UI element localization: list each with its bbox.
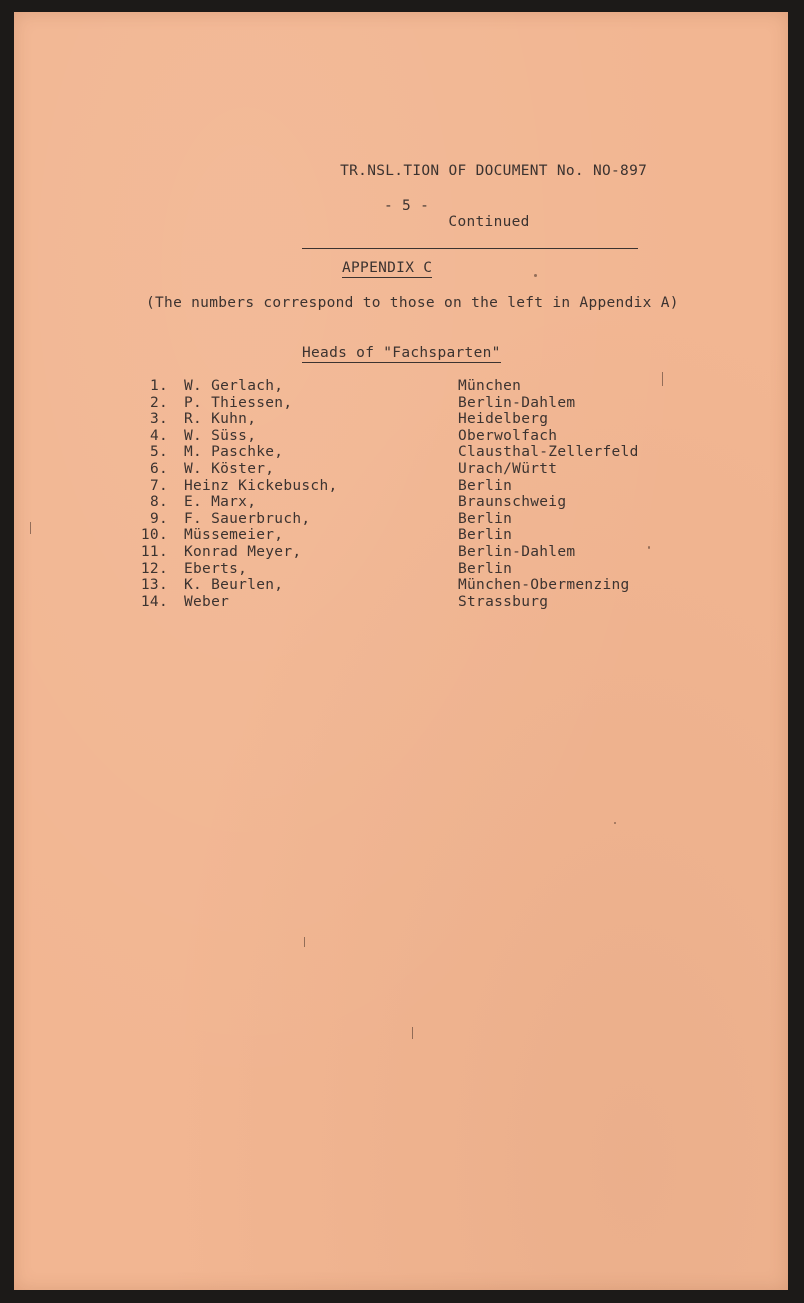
paper-fiber	[412, 1027, 413, 1039]
list-heading: Heads of "Fachsparten"	[302, 345, 501, 361]
list-item	[132, 444, 692, 461]
paper-speck	[534, 274, 537, 277]
appendix-note: (The numbers correspond to those on the left in Appendix A)	[146, 295, 679, 311]
list-item	[132, 511, 692, 528]
document-page	[14, 12, 788, 1290]
entry-number: 9.	[149, 510, 168, 527]
entry-name: W. Gerlach,	[184, 378, 284, 394]
entry-name: P. Thiessen,	[184, 394, 293, 411]
list-item	[132, 527, 692, 544]
entry-name: W. Köster,	[184, 460, 275, 477]
entry-place: Strassburg	[458, 593, 549, 610]
entry-number: 5.	[149, 444, 168, 461]
entry-name: R. Kuhn,	[184, 411, 257, 428]
entry-number: 6.	[149, 460, 168, 477]
page-number: - 5 -	[384, 198, 430, 214]
entry-name: F. Sauerbruch,	[184, 510, 311, 527]
paper-speck	[614, 822, 616, 824]
entry-name: Weber	[184, 593, 230, 610]
entry-place: München-Obermenzing	[458, 577, 630, 594]
entry-name: K. Beurlen,	[184, 577, 284, 594]
list-item	[132, 577, 692, 594]
list-item	[132, 544, 692, 561]
document-title: TR.NSL.TION OF DOCUMENT No. NO-897	[340, 163, 648, 179]
entry-name: M. Paschke,	[184, 444, 284, 461]
entry-place: München	[458, 378, 522, 394]
list-item	[132, 428, 692, 445]
heads-list	[132, 378, 692, 610]
entry-name: Müssemeier,	[184, 527, 284, 544]
title-underline	[302, 248, 638, 249]
entry-number: 13.	[140, 577, 168, 594]
list-item	[132, 494, 692, 511]
entry-number: 7.	[149, 477, 168, 494]
list-item	[132, 411, 692, 428]
entry-number: 3.	[149, 411, 168, 428]
entry-place: Clausthal-Zellerfeld	[458, 444, 639, 461]
entry-number: 4.	[149, 427, 168, 444]
entry-number: 1.	[149, 378, 168, 394]
entry-number: 11.	[140, 543, 168, 560]
list-item	[132, 561, 692, 578]
entry-place: Urach/Württ	[458, 460, 558, 477]
entry-place: Heidelberg	[458, 411, 549, 428]
entry-place: Berlin	[458, 560, 513, 577]
list-item	[132, 395, 692, 412]
entry-name: Heinz Kickebusch,	[184, 477, 338, 494]
list-item	[132, 378, 692, 395]
paper-fiber	[662, 372, 663, 386]
entry-name: W. Süss,	[184, 427, 257, 444]
entry-number: 8.	[149, 494, 168, 511]
entry-number: 14.	[140, 593, 168, 610]
document-subtitle: Continued	[448, 214, 530, 230]
paper-speck	[648, 546, 650, 549]
entry-place: Berlin-Dahlem	[458, 543, 576, 560]
list-item	[132, 478, 692, 495]
entry-place: Berlin	[458, 510, 513, 527]
entry-number: 12.	[140, 560, 168, 577]
entry-place: Berlin-Dahlem	[458, 394, 576, 411]
entry-name: E. Marx,	[184, 494, 257, 511]
entry-place: Braunschweig	[458, 494, 567, 511]
entry-place: Oberwolfach	[458, 427, 558, 444]
entry-number: 2.	[149, 394, 168, 411]
list-item	[132, 461, 692, 478]
entry-name: Konrad Meyer,	[184, 543, 302, 560]
entry-number: 10.	[140, 527, 168, 544]
appendix-heading: APPENDIX C	[342, 260, 433, 276]
list-item	[132, 594, 692, 611]
entry-name: Eberts,	[184, 560, 248, 577]
entry-place: Berlin	[458, 527, 513, 544]
entry-place: Berlin	[458, 477, 513, 494]
paper-fiber	[304, 937, 305, 947]
paper-fiber	[30, 522, 31, 534]
